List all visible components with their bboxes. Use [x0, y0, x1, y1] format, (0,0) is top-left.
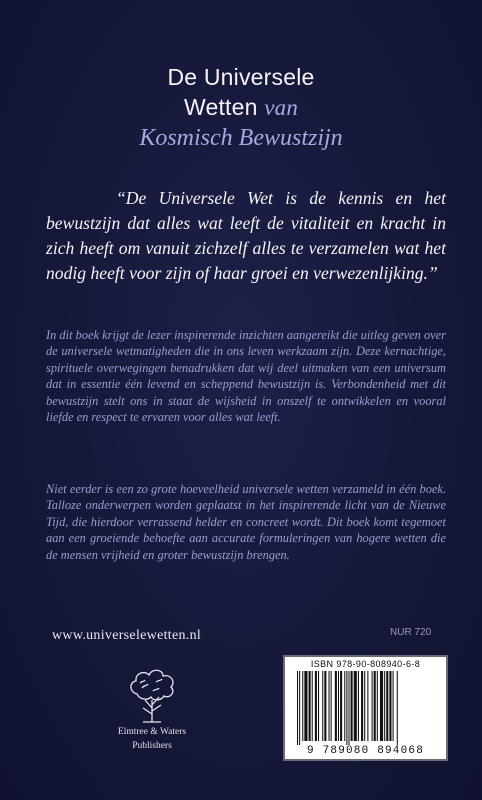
title-van: van [264, 95, 299, 120]
blurb-paragraph-2: Niet eerder is een zo grote hoeveelheid universele wetten verzameld in één boek. Talloze onderwerpen worden geplaatst in het inspirerende licht van de Nieuwe Tijd, die hierdoor verrassend helder en concreet wordt. Dit boek komt tegemoet aan een groeiende behoefte aan accurate formuleringen van hogere wetten die de mensen vrijheid en groter bewustzijn brengen. [46, 482, 446, 562]
website-url: www.universelewetten.nl [52, 628, 202, 643]
barcode-bar [297, 671, 298, 745]
barcode-bar [302, 671, 303, 741]
blurb-paragraph-1: In dit boek krijgt de lezer inspirerende inzichten aangereikt die uitleg geven over de universele wetmatigheden die in ons leven werkzaam zijn. Deze kernachtige, spirituele overwegingen benadrukken dat wij deel uitmaken van een universum dat in essentie één levend en scheppend bewustzijn is. Verbondenheid met dit bewustzijn stelt ons in staat de wijsheid in onszelf te ontwikkelen en vooral liefde en respect te ervaren voor alles wat leeft. [46, 328, 446, 425]
barcode-bar [372, 671, 373, 741]
barcode-bar [348, 671, 349, 745]
pull-quote: “De Universele Wet is de kennis en het bewustzijn dat alles wat leeft de vitaliteit en kracht in zich heeft om vanuit zichzelf alles te verzamelen wat het nodig heeft voor zijn of haar groei en verwezenlijking.” [46, 188, 446, 283]
barcode-bar [344, 671, 345, 741]
barcode-bar [397, 671, 398, 745]
barcode-bar [335, 671, 337, 741]
isbn-number: ISBN 978-90-808940-6-8 [310, 659, 421, 669]
barcode-bar [351, 671, 353, 741]
barcode-bar [374, 671, 376, 741]
nur-code: NUR 720 [390, 627, 432, 638]
tree-icon [123, 664, 181, 724]
barcode-bar [312, 671, 313, 741]
barcode-bar [393, 671, 394, 741]
barcode-bar [331, 671, 332, 741]
book-title [0, 62, 482, 153]
publisher-name: Elmtree & Waters [117, 727, 187, 737]
title-line-2 [0, 92, 482, 123]
publisher-logo [112, 664, 192, 752]
isbn-barcode [283, 655, 448, 761]
barcode-bar [380, 671, 383, 741]
barcode-bar [340, 671, 342, 741]
barcode-bar [354, 671, 357, 741]
barcode-bar [338, 671, 339, 741]
barcode-bar [361, 671, 363, 741]
title-wetten: Wetten [183, 94, 265, 120]
barcode-bar [389, 671, 391, 741]
barcode-bar [318, 671, 319, 741]
barcode-bar [322, 671, 323, 741]
barcode-bar [299, 671, 300, 745]
barcode-bars [295, 671, 436, 745]
barcode-bar [358, 671, 359, 741]
barcode-bar [367, 671, 368, 741]
title-line-3: Kosmisch Bewustzijn [139, 125, 343, 151]
barcode-bar [364, 671, 365, 741]
barcode-bar [324, 671, 326, 741]
barcode-bar [315, 671, 317, 741]
title-line-1: De Universele [167, 64, 315, 90]
barcode-bar [386, 671, 388, 741]
barcode-bar [304, 671, 307, 741]
barcode-bar [309, 671, 311, 741]
barcode-bar [384, 671, 385, 741]
barcode-bar [329, 671, 330, 741]
publisher-label: Publishers [132, 741, 172, 751]
barcode-bar [346, 671, 347, 745]
ean-digits: 9 789080 894068 [306, 745, 425, 757]
barcode-bar [377, 671, 378, 741]
